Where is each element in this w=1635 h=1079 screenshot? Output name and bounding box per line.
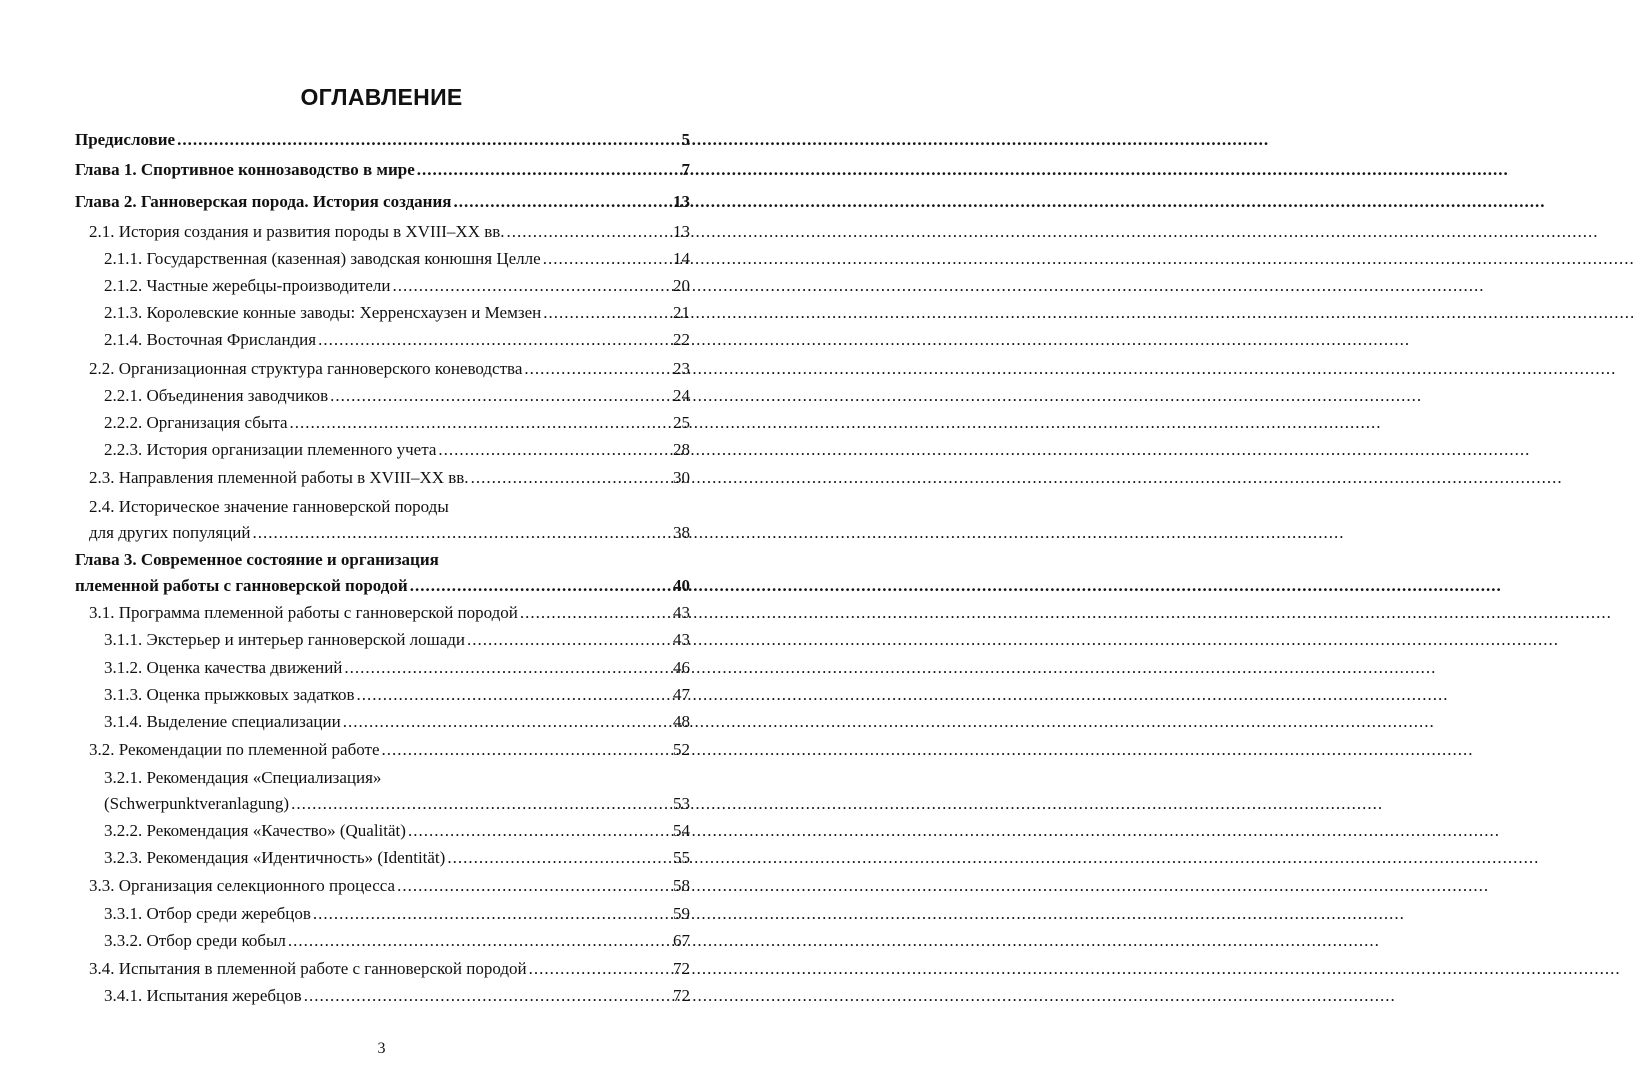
toc-entry-title: 3.3.1. Отбор среди жеребцов xyxy=(104,904,311,923)
toc-entry[interactable] xyxy=(104,765,690,817)
toc-page-number: 72 xyxy=(673,986,690,1005)
dot-leader xyxy=(467,627,670,653)
dot-leader xyxy=(410,573,670,599)
toc-entry-title: 3.2.3. Рекомендация «Идентичность» (Identität) xyxy=(104,848,446,867)
toc-page-number: 22 xyxy=(673,330,690,349)
toc-entry[interactable] xyxy=(104,273,690,299)
toc-entry-title: 3.1.3. Оценка прыжковых задатков xyxy=(104,685,355,704)
toc-entry-title: 2.2.2. Организация сбыта xyxy=(104,413,288,432)
toc-chapter[interactable] xyxy=(75,157,690,183)
dot-leader xyxy=(343,709,670,735)
dot-leader xyxy=(304,983,670,1009)
toc-entry-title: 3.2. Рекомендации по племенной работе xyxy=(89,740,380,759)
toc-page-number: 58 xyxy=(673,876,690,895)
toc-entry-title: Глава 1. Спортивное коннозаводство в мире xyxy=(75,160,415,179)
dot-leader xyxy=(330,383,670,409)
toc-entry-title: (Schwerpunktveranlagung) xyxy=(104,794,290,813)
page-number: 3 xyxy=(377,1040,386,1057)
toc-page-number: 38 xyxy=(673,523,690,542)
toc-entry[interactable] xyxy=(104,845,690,871)
toc-entry[interactable] xyxy=(104,983,690,1009)
dot-leader xyxy=(529,956,670,982)
dot-leader xyxy=(313,901,670,927)
toc-page-number: 20 xyxy=(673,276,690,295)
toc-entry-title: 2.3. Направления племенной работы в XVIII–XX вв. xyxy=(89,468,469,487)
toc-page-number: 54 xyxy=(673,821,690,840)
toc-page-number: 46 xyxy=(673,658,690,677)
dot-leader xyxy=(543,300,670,326)
toc-page-number: 23 xyxy=(673,359,690,378)
toc-page-number: 72 xyxy=(673,959,690,978)
toc-page-number: 13 xyxy=(673,192,690,211)
toc-entry[interactable] xyxy=(89,737,690,763)
toc-chapter[interactable] xyxy=(75,189,690,215)
toc-entry[interactable] xyxy=(89,600,690,626)
toc-entry[interactable] xyxy=(104,327,690,353)
toc-entry-title: 2.2.3. История организации племенного учета xyxy=(104,440,437,459)
toc-entry-title: 3.4. Испытания в племенной работе с ганноверской породой xyxy=(89,959,527,978)
toc-entry-title: 3.1.2. Оценка качества движений xyxy=(104,658,343,677)
page-title: ОГЛАВЛЕНИЕ xyxy=(300,84,463,110)
toc-entry-title: 2.1.1. Государственная (казенная) заводская конюшня Целле xyxy=(104,249,541,268)
toc-page-number: 7 xyxy=(681,160,690,179)
dot-leader xyxy=(253,520,671,546)
toc-entry[interactable] xyxy=(104,655,690,681)
toc-page-number: 30 xyxy=(673,468,690,487)
toc-entry[interactable] xyxy=(104,682,690,708)
toc-entry[interactable] xyxy=(104,383,690,409)
toc-entry[interactable] xyxy=(89,219,690,245)
toc-entry-title: 2.2. Организационная структура ганноверского коневодства xyxy=(89,359,523,378)
toc-entry-title: 2.1.3. Королевские конные заводы: Херренсхаузен и Мемзен xyxy=(104,303,542,322)
toc-page-number: 47 xyxy=(673,685,690,704)
toc-page-number: 55 xyxy=(673,848,690,867)
dot-leader xyxy=(344,655,670,681)
toc-entry[interactable] xyxy=(104,410,690,436)
toc-entry-title: 2.2.1. Объединения заводчиков xyxy=(104,386,329,405)
toc-entry[interactable] xyxy=(104,709,690,735)
toc-entry[interactable] xyxy=(89,873,690,899)
toc-entry-title: 3.1.4. Выделение специализации xyxy=(104,712,341,731)
dot-leader xyxy=(408,818,670,844)
toc-entry[interactable] xyxy=(104,627,690,653)
toc-page-number: 24 xyxy=(673,386,690,405)
toc-page-number: 48 xyxy=(673,712,690,731)
toc-entry[interactable] xyxy=(89,465,690,491)
dot-leader xyxy=(507,219,670,245)
dot-leader xyxy=(177,127,678,153)
dot-leader xyxy=(543,246,670,272)
toc-page-number: 52 xyxy=(673,740,690,759)
toc-entry-title-line: Глава 3. Современное состояние и организация xyxy=(75,550,439,569)
toc-entry-title: 2.1. История создания и развития породы в XVIII–XX вв. xyxy=(89,222,505,241)
dot-leader xyxy=(438,437,670,463)
dot-leader xyxy=(524,356,670,382)
toc-entry[interactable] xyxy=(104,818,690,844)
toc-page-number: 13 xyxy=(673,222,690,241)
toc-entry-title-line: 3.2.1. Рекомендация «Специализация» xyxy=(104,768,382,787)
dot-leader xyxy=(392,273,670,299)
toc-entry-title: 2.1.4. Восточная Фрисландия xyxy=(104,330,317,349)
toc-entry-title: Предисловие xyxy=(75,130,176,149)
toc-page-number: 59 xyxy=(673,904,690,923)
toc-entry-title: племенной работы с ганноверской породой xyxy=(75,576,408,595)
toc-chapter[interactable] xyxy=(75,547,690,599)
toc-entry-title: 3.1.1. Экстерьер и интерьер ганноверской лошади xyxy=(104,630,466,649)
toc-page-number: 53 xyxy=(673,794,690,813)
toc-entry-title-line: 2.4. Историческое значение ганноверской породы xyxy=(89,497,449,516)
toc-entry[interactable] xyxy=(104,901,690,927)
toc-entry[interactable] xyxy=(89,494,690,546)
toc-entry-title: для других популяций xyxy=(89,523,251,542)
dot-leader xyxy=(288,928,670,954)
toc-chapter[interactable] xyxy=(75,127,690,153)
toc-entry-title: 3.2.2. Рекомендация «Качество» (Qualität) xyxy=(104,821,406,840)
toc-entry-title: 2.1.2. Частные жеребцы-производители xyxy=(104,276,391,295)
dot-leader xyxy=(357,682,670,708)
table-of-contents xyxy=(0,0,763,1079)
dot-leader xyxy=(290,410,670,436)
toc-page-number: 67 xyxy=(673,931,690,950)
toc-entry[interactable] xyxy=(89,356,690,382)
dot-leader xyxy=(520,600,670,626)
toc-page-number: 28 xyxy=(673,440,690,459)
dot-leader xyxy=(318,327,670,353)
dot-leader xyxy=(417,157,679,183)
toc-page-number: 40 xyxy=(673,576,690,595)
toc-entry[interactable] xyxy=(104,437,690,463)
toc-page-number: 43 xyxy=(673,630,690,649)
toc-page-number: 14 xyxy=(673,249,690,268)
dot-leader xyxy=(447,845,670,871)
toc-entry[interactable] xyxy=(89,956,690,982)
toc-page-number: 43 xyxy=(673,603,690,622)
toc-page-number: 5 xyxy=(681,130,690,149)
toc-entry-title: 3.3. Организация селекционного процесса xyxy=(89,876,396,895)
toc-entry-title: 3.4.1. Испытания жеребцов xyxy=(104,986,302,1005)
toc-page-number: 25 xyxy=(673,413,690,432)
toc-page-number: 21 xyxy=(673,303,690,322)
dot-leader xyxy=(382,737,670,763)
toc-entry-title: Глава 2. Ганноверская порода. История создания xyxy=(75,192,452,211)
toc-entry[interactable] xyxy=(104,300,690,326)
toc-entry-title: 3.3.2. Отбор среди кобыл xyxy=(104,931,286,950)
dot-leader xyxy=(471,465,670,491)
toc-entry-title: 3.1. Программа племенной работы с ганноверской породой xyxy=(89,603,518,622)
toc-entry[interactable] xyxy=(104,246,690,272)
toc-entry[interactable] xyxy=(104,928,690,954)
dot-leader xyxy=(291,791,670,817)
dot-leader xyxy=(397,873,670,899)
dot-leader xyxy=(453,189,670,215)
